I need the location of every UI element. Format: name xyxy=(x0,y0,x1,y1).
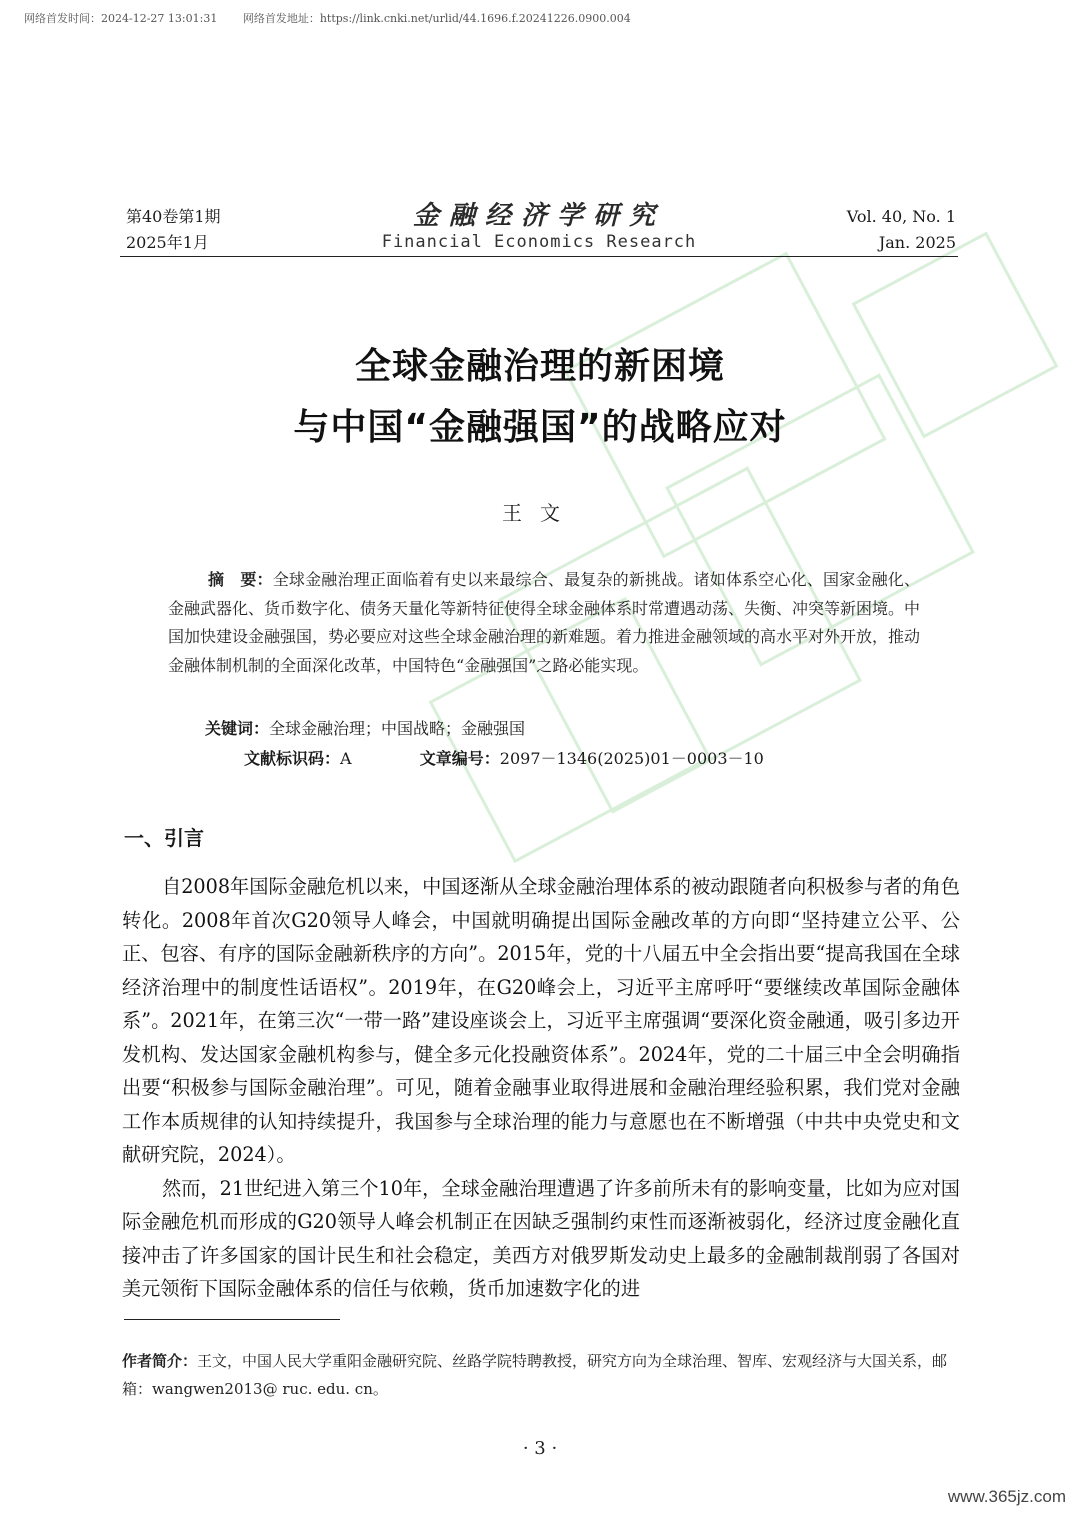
date-cn: 2025年1月 xyxy=(126,233,209,252)
site-watermark-text: www.365jz.com xyxy=(947,1487,1066,1506)
journal-header-right xyxy=(847,204,956,256)
body-paragraph: 然而，21世纪进入第三个10年，全球金融治理遭遇了许多前所未有的影响变量，比如为应对国际金融危机而形成的G20领导人峰会机制正在因缺乏强制约束性而逐渐被弱化，经济过度金融化直接冲击了许多国家的国计民生和社会稳定，美西方对俄罗斯发动史上最多的金融制裁削弱了各国对美元领衔下国际金融体系的信任与依赖，货币加速数字化的进 xyxy=(122,1176,960,1300)
footnote-text: 王文，中国人民大学重阳金融研究院、丝路学院特聘教授，研究方向为全球治理、智库、宏观经济与大国关系，邮箱：wangwen2013@ ruc. edu. cn。 xyxy=(122,1352,948,1398)
abstract-label: 摘 要： xyxy=(208,570,273,589)
identifiers xyxy=(244,746,764,769)
first-publish-time: 网络首发时间：2024-12-27 13:01:31 xyxy=(24,12,218,25)
keywords xyxy=(205,716,525,739)
publication-info-line xyxy=(24,10,653,26)
journal-masthead xyxy=(120,200,958,252)
doc-code: A xyxy=(340,749,352,768)
article-no: 2097－1346(2025)01－0003－10 xyxy=(499,749,764,768)
journal-name-cn: 金融经济学研究 xyxy=(412,201,665,231)
body-text xyxy=(122,870,960,1306)
abstract-text: 全球金融治理正面临着有史以来最综合、最复杂的新挑战。诸如体系空心化、国家金融化、金融武器化、货币数字化、债务天量化等新特征使得全球金融体系时常遭遇动荡、失衡、冲突等新困境。中国加快建设金融强国，势必要应对这些全球金融治理的新难题。着力推进金融领域的高水平对外开放，推动金融体制机制的全面深化改革，中国特色“金融强国”之路必能实现。 xyxy=(168,570,921,675)
article-no-label: 文章编号： xyxy=(419,749,500,768)
doc-code-label: 文献标识码： xyxy=(244,749,341,768)
footnote-divider xyxy=(124,1319,340,1320)
author-name: 王文 xyxy=(502,501,578,525)
first-publish-url: 网络首发地址：https://link.cnki.net/urlid/44.1696.f.20241226.0900.004 xyxy=(242,12,631,25)
journal-header xyxy=(120,200,958,257)
date-en: Jan. 2025 xyxy=(878,233,956,252)
footnote-label: 作者简介： xyxy=(122,1352,198,1370)
body-paragraph: 自2008年国际金融危机以来，中国逐渐从全球金融治理体系的被动跟随者向积极参与者的角色转化。2008年首次G20领导人峰会，中国就明确提出国际金融改革的方向即“坚持建立公平、公正、包容、有序的国际金融新秩序的方向”。2015年，党的十八届五中全会指出要“提高我国在全球经济治理中的制度性话语权”。2019年，在G20峰会上，习近平主席呼吁“要继续改革国际金融体系”。2021年，在第三次“一带一路”建设座谈会上，习近平主席强调“要深化资金融通，吸引多边开发机构、发达国家金融机构参与，健全多元化投融资体系”。2024年，党的二十届三中全会明确指出要“积极参与国际金融治理”。可见，随着金融事业取得进展和金融治理经验积累，我们党对金融工作本质规律的认知持续提升，我国参与全球治理的能力与意愿也在不断增强（中共中央党史和文献研究院，2024）。 xyxy=(122,875,960,1166)
author-footnote xyxy=(122,1347,960,1403)
abstract xyxy=(168,566,920,680)
article-title-line-1: 全球金融治理的新困境 xyxy=(354,346,725,387)
article-title-line-2: 与中国“金融强国”的战略应对 xyxy=(293,407,787,448)
section-title: 一、引言 xyxy=(124,826,204,850)
journal-name-en: Financial Economics Research xyxy=(381,232,697,252)
keywords-text: 全球金融治理；中国战略；金融强国 xyxy=(269,719,526,738)
volume-issue-en: Vol. 40, No. 1 xyxy=(846,207,956,226)
keywords-label: 关键词： xyxy=(205,719,270,738)
volume-issue-cn: 第40卷第1期 xyxy=(126,207,221,226)
page-number: · 3 · xyxy=(522,1438,558,1459)
